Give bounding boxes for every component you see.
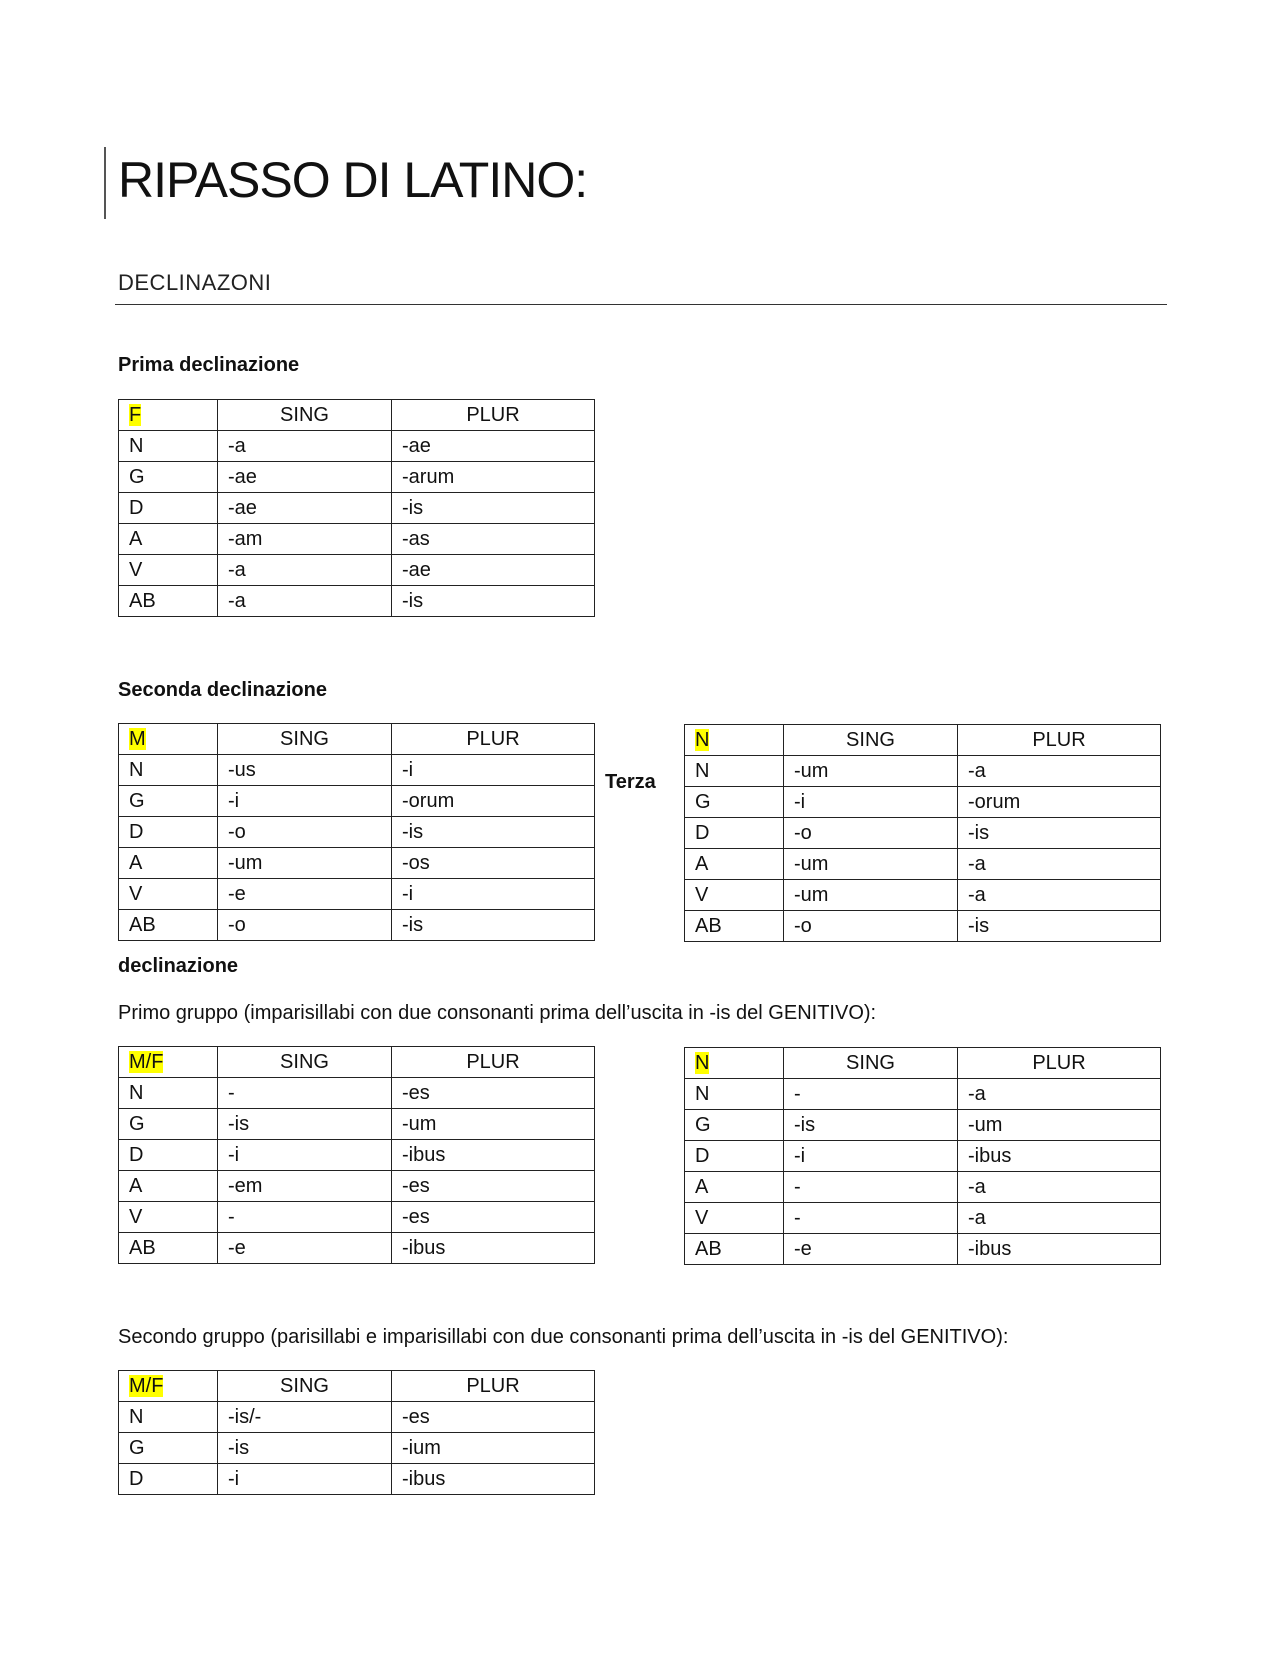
table-row (119, 1433, 595, 1464)
title-accent-bar (104, 147, 106, 219)
case-cell: A (119, 848, 218, 879)
table-row (685, 880, 1161, 911)
table-row (685, 849, 1161, 880)
gender-label: M/F (129, 1051, 164, 1073)
singular-ending: - (784, 1079, 958, 1110)
header-sing: SING (784, 725, 958, 756)
case-cell: G (119, 1109, 218, 1140)
singular-ending: -us (218, 755, 392, 786)
singular-ending: -a (218, 431, 392, 462)
header-plur: PLUR (958, 1048, 1161, 1079)
table-row (685, 1172, 1161, 1203)
plural-ending: -is (958, 911, 1161, 942)
subtitle-underline (115, 304, 1167, 305)
table-row (119, 879, 595, 910)
plural-ending: -um (392, 1109, 595, 1140)
plural-ending: -is (392, 910, 595, 941)
singular-ending: -um (784, 849, 958, 880)
gender-label: M/F (129, 1375, 164, 1397)
secondo-gruppo-description: Secondo gruppo (parisillabi e imparisillabi con due consonanti prima dell’uscita in -is del GENITIVO): (118, 1326, 1009, 1348)
singular-ending: -is (218, 1109, 392, 1140)
gender-cell (685, 725, 784, 756)
singular-ending: -o (784, 818, 958, 849)
plural-ending: -um (958, 1110, 1161, 1141)
header-sing: SING (218, 400, 392, 431)
case-cell: A (685, 1172, 784, 1203)
plural-ending: -ibus (392, 1233, 595, 1264)
plural-ending: -is (392, 493, 595, 524)
case-cell: V (119, 879, 218, 910)
table-row (119, 1233, 595, 1264)
case-cell: D (119, 493, 218, 524)
case-cell: G (119, 1433, 218, 1464)
case-cell: A (119, 524, 218, 555)
case-cell: AB (119, 586, 218, 617)
singular-ending: -i (784, 787, 958, 818)
header-sing: SING (218, 1047, 392, 1078)
table-row (119, 1078, 595, 1109)
table-header-row (119, 724, 595, 755)
section-subtitle: DECLINAZONI (118, 270, 272, 295)
singular-ending: - (784, 1172, 958, 1203)
case-cell: AB (685, 911, 784, 942)
singular-ending: -o (784, 911, 958, 942)
table-row (119, 1402, 595, 1433)
plural-ending: -i (392, 879, 595, 910)
plural-ending: -a (958, 880, 1161, 911)
table-row (119, 848, 595, 879)
table-row (119, 910, 595, 941)
gender-label: N (695, 1052, 710, 1074)
table-row (119, 1171, 595, 1202)
header-sing: SING (218, 724, 392, 755)
table-row (119, 586, 595, 617)
plural-ending: -a (958, 1079, 1161, 1110)
case-cell: N (119, 1402, 218, 1433)
singular-ending: -e (784, 1234, 958, 1265)
table-row (119, 555, 595, 586)
table-row (119, 431, 595, 462)
primo-gruppo-description: Primo gruppo (imparisillabi con due consonanti prima dell’uscita in -is del GENITIVO): (118, 1002, 877, 1024)
header-plur: PLUR (392, 1371, 595, 1402)
singular-ending: -um (784, 880, 958, 911)
case-cell: D (119, 1140, 218, 1171)
singular-ending: - (218, 1078, 392, 1109)
table-row (119, 524, 595, 555)
case-cell: G (685, 787, 784, 818)
singular-ending: -am (218, 524, 392, 555)
singular-ending: -a (218, 586, 392, 617)
plural-ending: -os (392, 848, 595, 879)
singular-ending: -um (218, 848, 392, 879)
plural-ending: -ibus (392, 1464, 595, 1495)
header-sing: SING (218, 1371, 392, 1402)
plural-ending: -es (392, 1202, 595, 1233)
table-row (685, 1141, 1161, 1172)
table-row (119, 1202, 595, 1233)
table-prima-f (118, 399, 595, 617)
table-row (685, 1079, 1161, 1110)
table-row (685, 1203, 1161, 1234)
singular-ending: -e (218, 879, 392, 910)
table-seconda-n (684, 724, 1161, 942)
case-cell: AB (685, 1234, 784, 1265)
gender-cell (119, 724, 218, 755)
plural-ending: -es (392, 1402, 595, 1433)
singular-ending: -i (218, 1140, 392, 1171)
table-terza-primo-mf (118, 1046, 595, 1264)
table-row (119, 462, 595, 493)
singular-ending: - (784, 1203, 958, 1234)
singular-ending: -e (218, 1233, 392, 1264)
plural-ending: -a (958, 849, 1161, 880)
singular-ending: -o (218, 910, 392, 941)
case-cell: AB (119, 910, 218, 941)
case-cell: V (685, 1203, 784, 1234)
table-header-row (685, 725, 1161, 756)
table-row (685, 787, 1161, 818)
singular-ending: -i (784, 1141, 958, 1172)
gender-cell (685, 1048, 784, 1079)
singular-ending: -is/- (218, 1402, 392, 1433)
plural-ending: -ium (392, 1433, 595, 1464)
plural-ending: -a (958, 1203, 1161, 1234)
plural-ending: -orum (392, 786, 595, 817)
heading-prima-declinazione: Prima declinazione (118, 354, 300, 376)
table-row (119, 755, 595, 786)
singular-ending: -em (218, 1171, 392, 1202)
case-cell: A (685, 849, 784, 880)
table-row (119, 493, 595, 524)
plural-ending: -ibus (958, 1141, 1161, 1172)
plural-ending: -es (392, 1078, 595, 1109)
plural-ending: -ae (392, 431, 595, 462)
singular-ending: -ae (218, 462, 392, 493)
plural-ending: -is (392, 586, 595, 617)
gender-cell (119, 1047, 218, 1078)
plural-ending: -is (392, 817, 595, 848)
case-cell: N (685, 756, 784, 787)
plural-ending: -is (958, 818, 1161, 849)
case-cell: N (685, 1079, 784, 1110)
case-cell: V (119, 555, 218, 586)
singular-ending: -i (218, 786, 392, 817)
heading-seconda-declinazione: Seconda declinazione (118, 679, 327, 701)
singular-ending: -is (218, 1433, 392, 1464)
heading-terza-part2: declinazione (118, 955, 239, 977)
table-row (685, 818, 1161, 849)
table-row (685, 756, 1161, 787)
singular-ending: -i (218, 1464, 392, 1495)
table-row (119, 786, 595, 817)
singular-ending: -is (784, 1110, 958, 1141)
table-row (119, 1140, 595, 1171)
header-plur: PLUR (392, 1047, 595, 1078)
case-cell: D (685, 1141, 784, 1172)
gender-label: F (129, 404, 142, 426)
header-sing: SING (784, 1048, 958, 1079)
case-cell: A (119, 1171, 218, 1202)
plural-ending: -i (392, 755, 595, 786)
table-row (685, 1110, 1161, 1141)
page-title: RIPASSO DI LATINO: (118, 152, 588, 208)
table-terza-primo-n (684, 1047, 1161, 1265)
case-cell: N (119, 755, 218, 786)
case-cell: N (119, 1078, 218, 1109)
plural-ending: -a (958, 756, 1161, 787)
heading-terza-part1: Terza (605, 771, 656, 793)
table-header-row (685, 1048, 1161, 1079)
table-row (119, 817, 595, 848)
singular-ending: - (218, 1202, 392, 1233)
case-cell: G (685, 1110, 784, 1141)
case-cell: G (119, 462, 218, 493)
table-row (685, 911, 1161, 942)
singular-ending: -a (218, 555, 392, 586)
header-plur: PLUR (392, 400, 595, 431)
gender-label: N (695, 729, 710, 751)
case-cell: D (685, 818, 784, 849)
plural-ending: -ibus (392, 1140, 595, 1171)
case-cell: AB (119, 1233, 218, 1264)
plural-ending: -es (392, 1171, 595, 1202)
case-cell: V (119, 1202, 218, 1233)
table-row (685, 1234, 1161, 1265)
singular-ending: -ae (218, 493, 392, 524)
case-cell: D (119, 817, 218, 848)
table-seconda-m (118, 723, 595, 941)
singular-ending: -um (784, 756, 958, 787)
plural-ending: -orum (958, 787, 1161, 818)
gender-cell (119, 1371, 218, 1402)
table-terza-secondo-mf (118, 1370, 595, 1495)
plural-ending: -ae (392, 555, 595, 586)
table-header-row (119, 400, 595, 431)
table-row (119, 1109, 595, 1140)
gender-cell (119, 400, 218, 431)
case-cell: D (119, 1464, 218, 1495)
case-cell: V (685, 880, 784, 911)
case-cell: N (119, 431, 218, 462)
plural-ending: -arum (392, 462, 595, 493)
header-plur: PLUR (392, 724, 595, 755)
case-cell: G (119, 786, 218, 817)
table-row (119, 1464, 595, 1495)
header-plur: PLUR (958, 725, 1161, 756)
table-header-row (119, 1047, 595, 1078)
plural-ending: -as (392, 524, 595, 555)
singular-ending: -o (218, 817, 392, 848)
gender-label: M (129, 728, 146, 750)
plural-ending: -a (958, 1172, 1161, 1203)
table-header-row (119, 1371, 595, 1402)
plural-ending: -ibus (958, 1234, 1161, 1265)
